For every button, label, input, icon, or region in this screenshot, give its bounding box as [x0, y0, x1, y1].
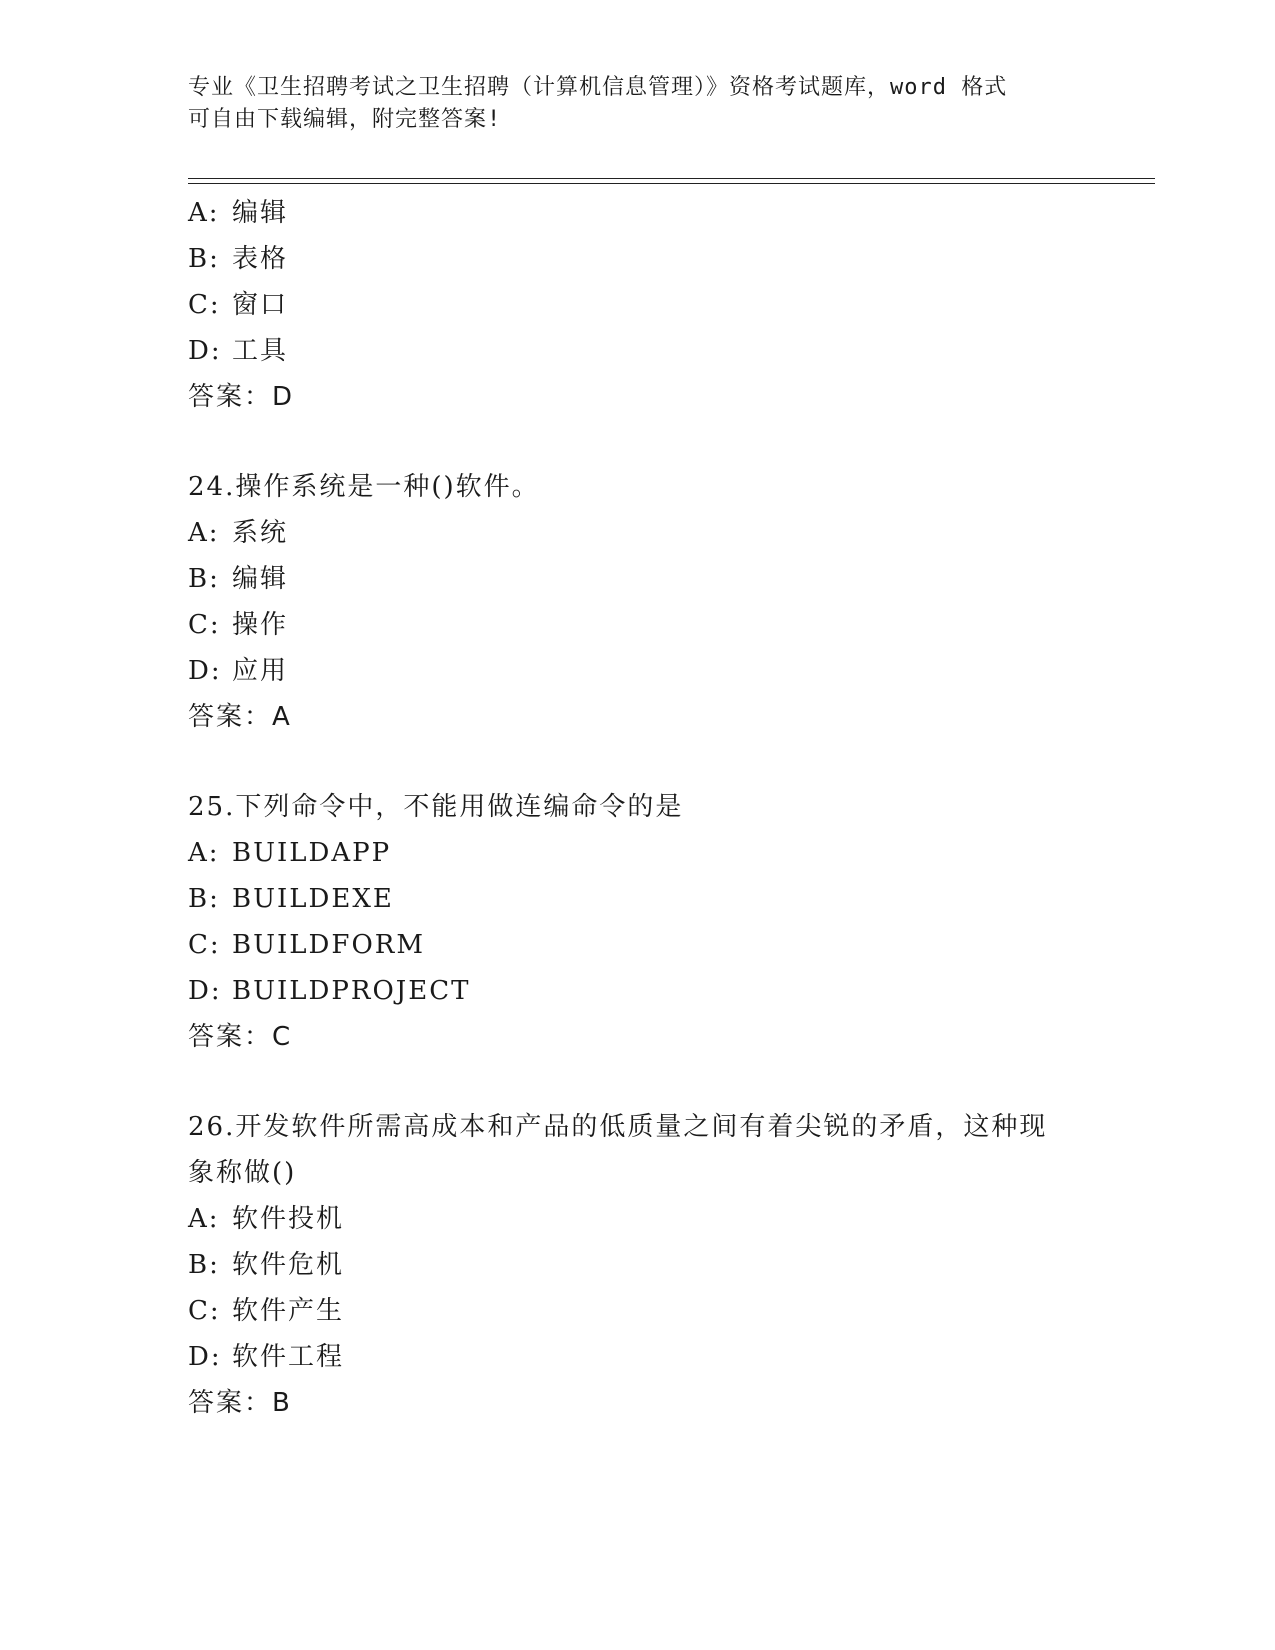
header-title-line-2: 可自由下载编辑，附完整答案! [188, 107, 502, 132]
document-header [188, 72, 1068, 136]
option-c: C: 软件产生 [188, 1296, 345, 1326]
question-list [188, 190, 1088, 1426]
option-c: C: 窗口 [188, 290, 289, 320]
option-d: D: 应用 [188, 656, 289, 686]
spacer [188, 420, 1088, 464]
option-c: C: 操作 [188, 610, 289, 640]
answer-line: 答案：D [188, 382, 295, 412]
question-25 [188, 784, 1088, 1060]
answer-line: 答案：A [188, 702, 292, 732]
question-26 [188, 1104, 1088, 1426]
option-b: B: 编辑 [188, 564, 289, 594]
question-23 [188, 190, 1088, 420]
question-stem-line-2: 象称做() [188, 1158, 297, 1188]
question-24 [188, 464, 1088, 740]
question-stem: 25.下列命令中，不能用做连编命令的是 [188, 792, 684, 822]
spacer [188, 1060, 1088, 1104]
option-a: A: BUILDAPP [188, 838, 392, 868]
answer-line: 答案：B [188, 1388, 292, 1418]
option-d: D: 工具 [188, 336, 289, 366]
header-divider-top [188, 178, 1155, 179]
option-a: A: 系统 [188, 518, 289, 548]
option-b: B: 软件危机 [188, 1250, 345, 1280]
spacer [188, 740, 1088, 784]
option-d: D: BUILDPROJECT [188, 976, 471, 1006]
answer-line: 答案：C [188, 1022, 293, 1052]
option-c: C: BUILDFORM [188, 930, 425, 960]
header-title-line-1: 专业《卫生招聘考试之卫生招聘（计算机信息管理）》资格考试题库，word 格式 [188, 75, 1008, 100]
option-b: B: BUILDEXE [188, 884, 394, 914]
question-stem-line-1: 26.开发软件所需高成本和产品的低质量之间有着尖锐的矛盾，这种现 [188, 1112, 1048, 1142]
option-a: A: 编辑 [188, 198, 289, 228]
option-a: A: 软件投机 [188, 1204, 345, 1234]
header-divider-bottom [188, 183, 1155, 184]
option-d: D: 软件工程 [188, 1342, 345, 1372]
option-b: B: 表格 [188, 244, 289, 274]
question-stem: 24.操作系统是一种()软件。 [188, 472, 540, 502]
